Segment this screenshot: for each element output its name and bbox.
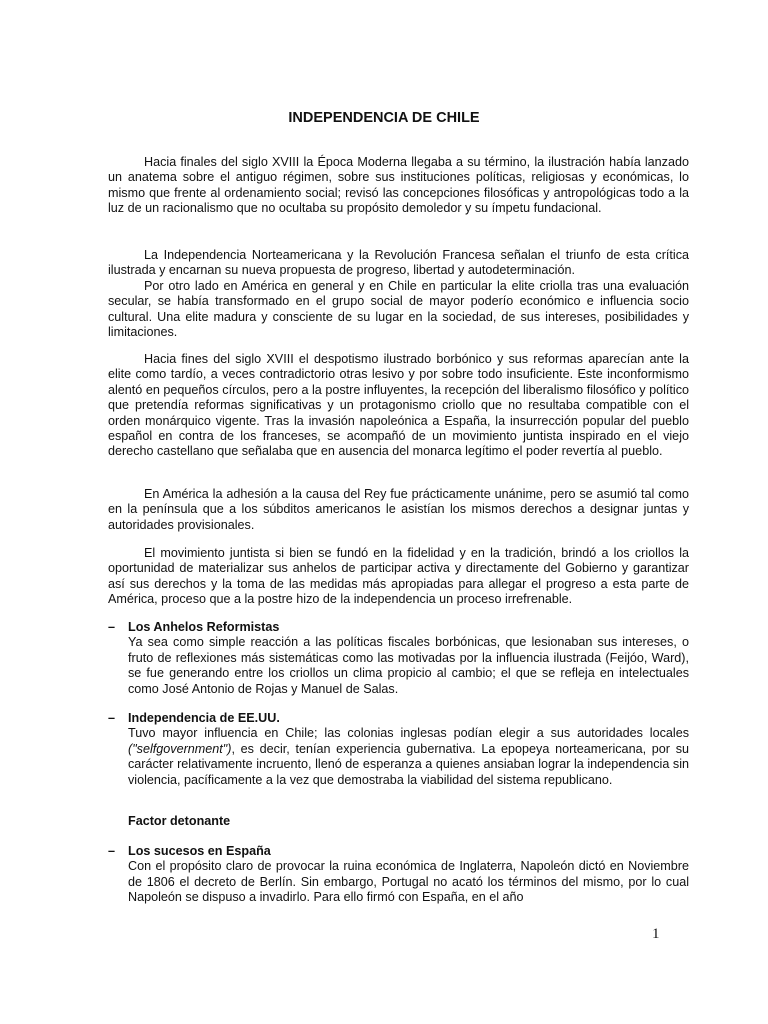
list-item: [128, 844, 689, 906]
page-title: INDEPENDENCIA DE CHILE: [288, 110, 480, 126]
item-text-part: , es decir, tenían experiencia gubernativa. La epopeya norteamericana, por su carácter relativamente incruento, llenó de esperanza a quienes ansiaban lograr la independencia sin violencia, pacíficamente a la vez que demostraba la viabilidad del sistema republicano.: [128, 741, 689, 787]
item-text: Con el propósito claro de provocar la ruina económica de Inglaterra, Napoleón dictó en Noviembre de 1806 el decreto de Berlín. Sin embargo, Portugal no acató los términos del mismo, por lo cual Napoleón se dispuso a invadirlo. Para ello firmó con España, en el año: [128, 859, 689, 905]
bullet-dash: –: [108, 844, 116, 858]
item-heading: Independencia de EE.UU.: [128, 711, 280, 725]
item-text: [128, 726, 689, 788]
paragraph-6: El movimiento juntista si bien se fundó en la fidelidad y en la tradición, brindó a los criollos la oportunidad de materializar sus anhelos de participar activa y directamente del Gobierno y garantizar así sus derechos y la toma de las medidas más apropiadas para allegar el progreso a esta parte de América, proceso que a la postre hizo de la independencia un proceso irrefrenable.: [108, 546, 689, 607]
bullet-dash: –: [108, 620, 116, 634]
item-heading: Los sucesos en España: [128, 844, 271, 858]
item-text-part: Tuvo mayor influencia en Chile; las colonias inglesas podían elegir a sus autoridades locales: [128, 726, 689, 741]
item-heading: Los Anhelos Reformistas: [128, 620, 280, 634]
paragraph-1: Hacia finales del siglo XVIII la Época Moderna llegaba a su término, la ilustración había lanzado un anatema sobre el antiguo régimen, sobre sus instituciones políticas, religiosas y económicas, lo mismo que frente al ordenamiento social; revisó las concepciones filosóficas y antropológicas todo a la luz de un racionalismo que no ocultaba su propósito demoledor y su ímpetu fundacional.: [108, 155, 689, 216]
item-text-italic: ("selfgovernment"): [128, 741, 232, 756]
paragraph-3: Por otro lado en América en general y en Chile en particular la elite criolla tras una evaluación secular, se había transformado en el grupo social de mayor poderío económico e influencia socio cultural. Una elite madura y consciente de su lugar en la sociedad, de sus intereses, posibilidades y limitaciones.: [108, 279, 689, 340]
item-text: Ya sea como simple reacción a las políticas fiscales borbónicas, que lesionaban sus intereses, o fruto de reflexiones más sistemáticas como las motivadas por la influencia ilustrada (Feijóo, Ward), se fue generando entre los criollos un clima propicio al cambio; el que se refleja en intelectuales como José Antonio de Rojas y Manuel de Salas.: [128, 635, 689, 696]
page-number: 1: [652, 926, 660, 942]
list-item: [128, 620, 689, 697]
paragraph-2: La Independencia Norteamericana y la Revolución Francesa señalan el triunfo de esta crítica ilustrada y encarnan su nueva propuesta de progreso, libertad y autodeterminación.: [108, 248, 689, 278]
paragraph-4: Hacia fines del siglo XVIII el despotismo ilustrado borbónico y sus reformas aparecían ante la elite como tardío, a veces contradictorio otras lesivo y por sobre todo insuficiente. Este inconformismo alentó en pequeños círculos, pero a la postre influyentes, la recepción del liberalismo filosófico y político que pretendía reformas significativas y un protagonismo criollo que no resultaba compatible con el orden monárquico vigente. Tras la invasión napoleónica a España, la insurrección popular del pueblo español en contra de los franceses, se acompañó de un movimiento juntista inspirado en el viejo derecho castellano que señalaba que en ausencia del monarca legítimo el poder revertía al pueblo.: [108, 352, 689, 459]
bullet-dash: –: [108, 711, 116, 725]
section-subheading: Factor detonante: [128, 814, 231, 828]
list-item: [128, 711, 689, 788]
paragraph-5: En América la adhesión a la causa del Rey fue prácticamente unánime, pero se asumió tal como en la península que a los súbditos americanos le asistían los mismos derechos a designar juntas y autoridades provisionales.: [108, 487, 689, 532]
